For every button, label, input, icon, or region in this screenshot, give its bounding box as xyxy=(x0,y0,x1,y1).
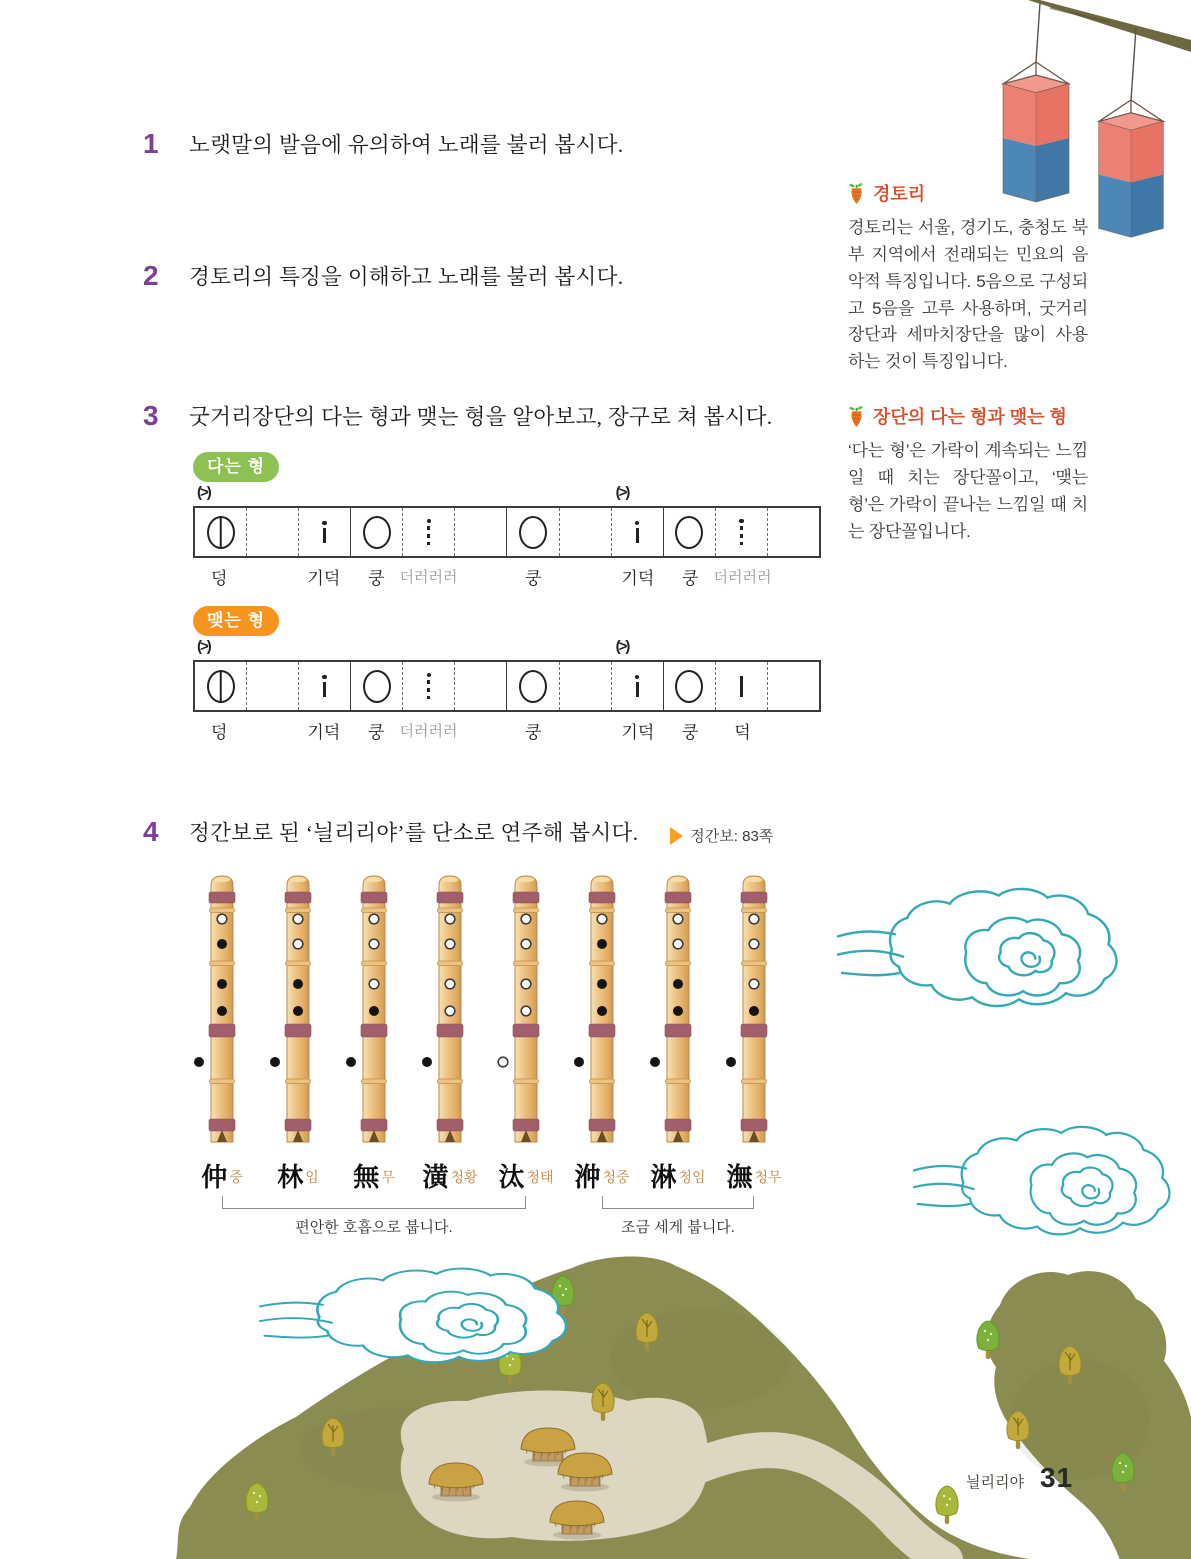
danso-flute xyxy=(716,872,792,1148)
finger-hole-open xyxy=(521,939,531,949)
finger-hole-open xyxy=(369,939,379,949)
note-title-row xyxy=(848,403,1088,429)
deoreoreo-symbol xyxy=(427,673,432,700)
rhythm-syllable: 기덕 xyxy=(621,723,655,742)
rhythm-pattern-daneun xyxy=(193,452,821,594)
kung-symbol xyxy=(363,516,391,549)
danso-flute xyxy=(488,872,564,1148)
finger-hole-open xyxy=(673,914,683,924)
note-korean: 청황 xyxy=(450,1169,478,1185)
note-hanja: 無 xyxy=(353,1163,380,1192)
finger-hole-open xyxy=(673,939,683,949)
finger-hole-closed xyxy=(597,979,607,989)
rhythm-syllable: 기덕 xyxy=(307,723,341,742)
back-hole-closed xyxy=(346,1057,356,1067)
accent-mark: (>) xyxy=(197,638,210,655)
deong-symbol xyxy=(207,516,235,549)
note-hanja: 仲 xyxy=(201,1163,228,1192)
task-number: 1 xyxy=(143,128,159,159)
danso-flute xyxy=(564,872,640,1148)
rhythm-cell xyxy=(351,662,403,710)
note-hanja: 林 xyxy=(277,1163,304,1192)
lantern-string xyxy=(1131,28,1136,100)
rhythm-cell xyxy=(403,662,455,710)
pattern-badge: 다는 형 xyxy=(193,452,279,482)
back-hole-closed xyxy=(726,1057,736,1067)
task-item-3 xyxy=(143,402,772,432)
rhythm-syllable: 쿵 xyxy=(367,723,385,742)
finger-hole-open xyxy=(293,939,303,949)
note-label xyxy=(336,1157,412,1194)
reference-text: 정간보: 83쪽 xyxy=(690,828,774,845)
rhythm-syllable: 덩 xyxy=(210,723,228,742)
note-label xyxy=(564,1157,640,1194)
pattern-badge: 맺는 형 xyxy=(193,606,279,636)
back-hole-closed xyxy=(194,1057,204,1067)
note-korean: 무 xyxy=(381,1169,395,1185)
finger-hole-open xyxy=(521,914,531,924)
accent-row xyxy=(193,636,821,660)
rhythm-cell xyxy=(716,662,768,710)
danso-flute xyxy=(640,872,716,1148)
page-number: 31 xyxy=(1039,1462,1074,1493)
note-label xyxy=(260,1157,336,1194)
finger-hole-closed xyxy=(217,939,227,949)
note-hanja: 㳞 xyxy=(574,1163,601,1192)
flute-column xyxy=(336,872,412,1153)
thatched-house xyxy=(429,1463,483,1502)
breath-bracket xyxy=(222,1196,526,1209)
jeongganbo-grid xyxy=(193,660,821,712)
danso-flute xyxy=(184,872,260,1148)
finger-hole-open xyxy=(597,914,607,924)
rhythm-cell xyxy=(299,508,351,556)
finger-hole-closed xyxy=(293,979,303,989)
flute-row xyxy=(184,872,792,1153)
note-body: ‘다는 형’은 가락이 계속되는 느낌일 때 치는 장단꼴이고, ‘맺는 형’은 가락이 끝나는 느낌일 때 치는 장단꼴입니다. xyxy=(848,441,1088,541)
flute-column xyxy=(412,872,488,1153)
note-title-row xyxy=(848,180,1088,206)
note-korean: 청무 xyxy=(754,1169,782,1185)
rhythm-syllable: 쿵 xyxy=(367,569,385,588)
task-item-4 xyxy=(143,818,773,848)
kung-symbol xyxy=(519,670,547,703)
note-korean: 청임 xyxy=(678,1169,706,1185)
lantern-string xyxy=(1036,3,1040,62)
rhythm-cell xyxy=(351,508,403,556)
score-page-reference xyxy=(670,818,773,846)
kung-symbol xyxy=(675,670,703,703)
rhythm-cell xyxy=(612,662,664,710)
page-footer xyxy=(966,1462,1073,1494)
rhythm-cell xyxy=(560,662,612,710)
danso-flute xyxy=(412,872,488,1148)
rhythm-syllable: 쿵 xyxy=(681,569,699,588)
flute-column xyxy=(184,872,260,1153)
sidebar-note-jangdan xyxy=(848,403,1088,545)
rhythm-pattern-maetneun xyxy=(193,606,821,748)
task-number: 2 xyxy=(143,260,159,291)
rhythm-cell xyxy=(247,508,299,556)
rhythm-syllable: 쿵 xyxy=(524,723,542,742)
finger-hole-closed xyxy=(217,979,227,989)
finger-hole-closed xyxy=(673,979,683,989)
chapter-title: 늴리리야 xyxy=(966,1474,1024,1491)
cloud-motif xyxy=(912,1110,1191,1255)
breath-bracket xyxy=(602,1196,754,1209)
rhythm-cell xyxy=(612,508,664,556)
breath-instruction: 조금 세게 붑니다. xyxy=(621,1219,735,1236)
rhythm-cell xyxy=(664,662,716,710)
rhythm-syllable: 더러러러 xyxy=(713,570,772,586)
note-label xyxy=(640,1157,716,1194)
rhythm-syllable: 기덕 xyxy=(307,569,341,588)
note-korean: 청태 xyxy=(526,1169,554,1185)
note-hanja: 汰 xyxy=(498,1163,525,1192)
note-korean: 임 xyxy=(305,1169,319,1185)
thatched-house xyxy=(558,1453,612,1492)
finger-hole-closed xyxy=(749,1006,759,1016)
flute-column xyxy=(640,872,716,1153)
task-text: 정간보로 된 ‘늴리리야’를 단소로 연주해 봅시다. xyxy=(189,821,639,845)
deoreoreo-symbol xyxy=(739,519,744,546)
task-item-1 xyxy=(143,130,623,160)
rhythm-cell xyxy=(195,508,247,556)
rhythm-cell xyxy=(247,662,299,710)
rhythm-syllable: 덕 xyxy=(734,723,751,742)
rhythm-cell xyxy=(299,662,351,710)
breath-instruction: 편안한 호흡으로 붑니다. xyxy=(295,1219,453,1236)
gideok-symbol xyxy=(322,675,327,698)
rhythm-cell xyxy=(560,508,612,556)
task-item-2 xyxy=(143,262,623,292)
arrow-icon xyxy=(670,827,683,845)
rhythm-cell xyxy=(403,508,455,556)
flute-column xyxy=(564,872,640,1153)
rhythm-syllable: 쿵 xyxy=(681,723,699,742)
rhythm-cell xyxy=(507,508,559,556)
finger-hole-open xyxy=(369,979,379,989)
back-hole-open xyxy=(498,1057,508,1067)
rhythm-cell xyxy=(768,662,819,710)
rhythm-cell xyxy=(664,508,716,556)
rhythm-cell xyxy=(195,662,247,710)
rhythm-syllable: 더러러러 xyxy=(399,724,458,740)
sidebar-note-gyeongtori xyxy=(848,180,1088,376)
hills-illustration xyxy=(0,1239,1191,1559)
note-title: 경토리 xyxy=(873,184,926,204)
task-number: 3 xyxy=(143,400,159,431)
finger-hole-open xyxy=(369,914,379,924)
note-hanja: 淋 xyxy=(650,1163,677,1192)
danso-flute xyxy=(336,872,412,1148)
gideok-symbol xyxy=(322,521,327,544)
tree xyxy=(936,1486,958,1524)
task-text: 노랫말의 발음에 유의하여 노래를 불러 봅시다. xyxy=(189,133,624,157)
finger-hole-closed xyxy=(673,1006,683,1016)
cloud-motif-filled xyxy=(258,1256,593,1378)
finger-hole-open xyxy=(445,1006,455,1016)
rhythm-cell xyxy=(716,508,768,556)
note-title: 장단의 다는 형과 맺는 형 xyxy=(873,407,1067,427)
rhythm-cell xyxy=(768,508,819,556)
finger-hole-closed xyxy=(369,1006,379,1016)
deok-symbol xyxy=(740,676,743,697)
lantern-icon xyxy=(1099,100,1164,237)
note-body: 경토리는 서울, 경기도, 충청도 북부 지역에서 전래되는 민요의 음악적 특징입니다. 5음으로 구성되고 5음을 고루 사용하며, 굿거리장단과 세마치장단을 많이 사용하는 것이 특징입니다. xyxy=(848,218,1088,372)
carrot-icon xyxy=(848,405,865,428)
finger-hole-open xyxy=(521,979,531,989)
back-hole-closed xyxy=(650,1057,660,1067)
rhythm-syllable: 쿵 xyxy=(524,569,542,588)
danso-flute xyxy=(260,872,336,1148)
carrot-icon xyxy=(848,182,865,205)
kung-symbol xyxy=(519,516,547,549)
note-label xyxy=(488,1157,564,1194)
finger-hole-closed xyxy=(597,939,607,949)
deoreoreo-symbol xyxy=(427,519,432,546)
rhythm-cell xyxy=(455,508,507,556)
accent-mark: (>) xyxy=(615,638,629,655)
back-hole-closed xyxy=(422,1057,432,1067)
finger-hole-open xyxy=(521,1006,531,1016)
finger-hole-open xyxy=(749,979,759,989)
finger-hole-closed xyxy=(293,1006,303,1016)
jeongganbo-grid xyxy=(193,506,821,558)
note-label-row xyxy=(184,1157,792,1194)
accent-mark: (>) xyxy=(615,484,629,501)
accent-row xyxy=(193,482,821,506)
finger-hole-open xyxy=(445,914,455,924)
kung-symbol xyxy=(675,516,703,549)
task-number: 4 xyxy=(143,816,159,847)
back-hole-closed xyxy=(574,1057,584,1067)
finger-hole-open xyxy=(445,979,455,989)
finger-hole-closed xyxy=(217,1006,227,1016)
finger-hole-closed xyxy=(597,1006,607,1016)
rhythm-cell xyxy=(455,662,507,710)
rhythm-cell xyxy=(507,662,559,710)
syllable-row xyxy=(193,718,821,748)
gideok-symbol xyxy=(635,675,640,698)
note-label xyxy=(716,1157,792,1194)
flute-column xyxy=(716,872,792,1153)
task-text: 경토리의 특징을 이해하고 노래를 불러 봅시다. xyxy=(189,265,624,289)
cloud-motif xyxy=(836,872,1141,1027)
kung-symbol xyxy=(363,670,391,703)
note-hanja: 潕 xyxy=(726,1163,753,1192)
accent-mark: (>) xyxy=(197,484,210,501)
syllable-row xyxy=(193,564,821,594)
deong-symbol xyxy=(207,670,235,703)
rhythm-syllable: 덩 xyxy=(210,569,228,588)
rhythm-syllable: 기덕 xyxy=(621,569,655,588)
danso-fingering-chart xyxy=(184,872,792,1252)
note-label xyxy=(184,1157,260,1194)
gideok-symbol xyxy=(635,521,640,544)
note-hanja: 潢 xyxy=(422,1163,449,1192)
note-label xyxy=(412,1157,488,1194)
flute-column xyxy=(260,872,336,1153)
back-hole-closed xyxy=(270,1057,280,1067)
finger-hole-open xyxy=(749,914,759,924)
finger-hole-open xyxy=(445,939,455,949)
flute-column xyxy=(488,872,564,1153)
finger-hole-open xyxy=(749,939,759,949)
finger-hole-open xyxy=(217,914,227,924)
task-text: 굿거리장단의 다는 형과 맺는 형을 알아보고, 장구로 쳐 봅시다. xyxy=(189,405,773,429)
rhythm-syllable: 더러러러 xyxy=(399,570,458,586)
thatched-house xyxy=(550,1501,604,1540)
finger-hole-open xyxy=(293,914,303,924)
note-korean: 청중 xyxy=(602,1169,630,1185)
note-korean: 중 xyxy=(229,1169,243,1185)
